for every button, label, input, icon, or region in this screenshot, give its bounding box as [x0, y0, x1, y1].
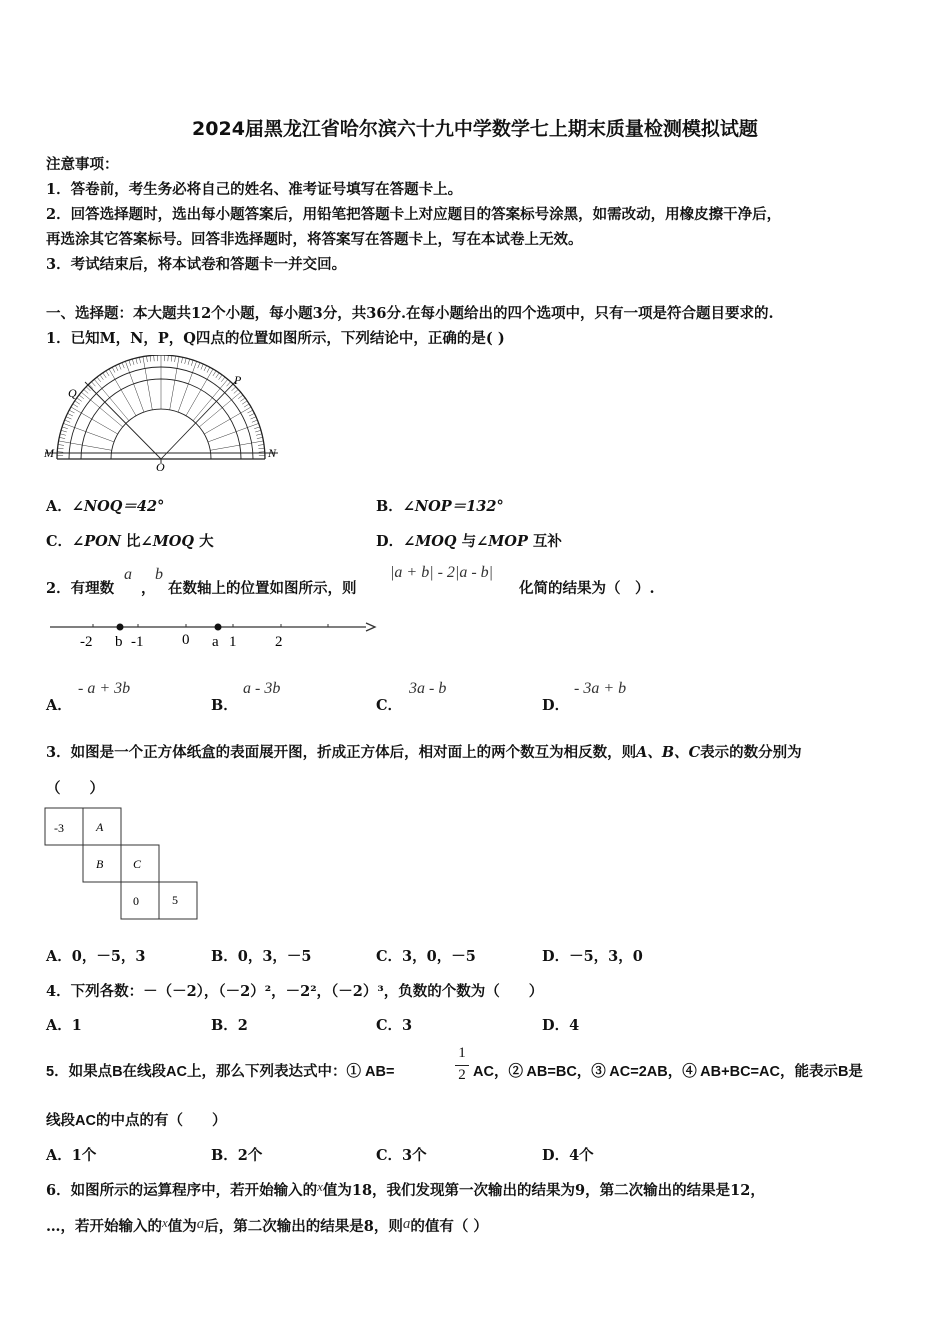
q5-option-c[interactable]: C．3个 — [376, 1147, 427, 1164]
protractor-tick — [106, 371, 109, 376]
point-label-q: Q — [68, 386, 77, 400]
protractor-tick — [188, 359, 190, 365]
q2-option-c-label[interactable]: C． — [376, 697, 403, 714]
notice-item: 2．回答选择题时，选出每小题答案后，用铅笔把答题卡上对应题目的答案标号涂黑，如需改动，用橡皮擦干净后， — [46, 206, 782, 223]
q5-fraction-numerator: 1 — [458, 1045, 466, 1061]
protractor-tick — [61, 430, 67, 432]
option-label: A． — [46, 498, 72, 515]
q4-option-d[interactable]: D．4 — [542, 1017, 580, 1034]
option-label: B． — [376, 498, 403, 515]
q5-option-b[interactable]: B．2个 — [211, 1147, 263, 1164]
section-heading: 一、选择题：本大题共12个小题，每小题3分，共36分.在每小题给出的四个选项中，只有一项是符合题目要求的. — [46, 305, 774, 322]
notice-item: 再选涂其它答案标号。回答非选择题时，将答案写在答题卡上，写在本试卷上无效。 — [46, 231, 583, 248]
q1-option-d[interactable] — [376, 530, 562, 551]
q4-option-b[interactable]: B．2 — [211, 1017, 248, 1034]
protractor-tick — [69, 410, 74, 413]
protractor-tick — [139, 357, 140, 363]
q6-text: 的值有（ ） — [410, 1218, 488, 1235]
option-text: ∠NOP＝132° — [402, 498, 504, 515]
protractor-tick — [256, 434, 262, 436]
protractor-tick — [221, 377, 225, 382]
protractor-tick — [77, 398, 82, 402]
protractor-tick — [198, 363, 200, 369]
protractor-spoke — [208, 432, 236, 442]
protractor-tick — [252, 420, 258, 422]
protractor-tick — [84, 389, 89, 393]
protractor-spoke — [82, 445, 112, 450]
protractor-tick — [119, 364, 121, 370]
protractor-tick — [240, 398, 245, 402]
q3-option-a[interactable]: A．0，－5，3 — [46, 948, 146, 965]
tick-label: 0 — [182, 632, 190, 648]
option-label: C． — [46, 533, 73, 550]
q3-stem-text: 表示的数分别为 — [700, 744, 802, 761]
q5-fraction-bar — [455, 1065, 469, 1066]
tick-label: a — [212, 634, 219, 650]
protractor-tick — [251, 417, 257, 419]
q6-stem-line2 — [46, 1215, 488, 1236]
notice-item: 1．答卷前，考生务必将自己的姓名、准考证号填写在答题卡上。 — [46, 181, 463, 198]
protractor-tick — [65, 420, 71, 422]
cube-face-label: 5 — [172, 893, 178, 907]
cube-face-label: B — [96, 857, 104, 871]
option-text: 比 — [120, 533, 141, 550]
q3-option-b[interactable]: B．0，3，－5 — [211, 948, 312, 965]
protractor-tick — [97, 377, 101, 382]
protractor-tick — [207, 367, 210, 372]
protractor-tick — [248, 410, 253, 413]
q2-option-b-expr: a - 3b — [243, 680, 281, 697]
protractor-tick — [100, 375, 104, 380]
q3-paren: （ ） — [46, 780, 104, 797]
protractor-tick — [79, 395, 84, 399]
q1-option-b[interactable] — [376, 495, 504, 516]
q6-text: 值为 — [167, 1218, 197, 1235]
protractor-tick — [259, 452, 265, 453]
protractor-tick — [66, 417, 72, 419]
q5-fraction-denominator: 2 — [458, 1067, 466, 1083]
protractor-figure — [40, 355, 290, 475]
protractor-tick — [227, 382, 231, 387]
number-line-figure — [48, 615, 380, 655]
protractor-spoke — [186, 390, 201, 416]
protractor-spoke — [92, 419, 118, 434]
protractor-tick — [73, 404, 78, 407]
q2-option-d-expr: - 3a + b — [574, 680, 627, 697]
q2-stem-part3: 化简的结果为（ ）. — [519, 580, 655, 597]
protractor-tick — [234, 389, 239, 393]
option-text: 互补 — [527, 533, 562, 550]
q2-expression: |a + b| - 2|a - b| — [390, 564, 494, 581]
protractor-tick — [185, 358, 187, 364]
protractor-tick — [112, 367, 115, 372]
protractor-tick — [103, 373, 106, 378]
q5-stem-part1: 5．如果点B在线段AC上，那么下列表达式中：① AB= — [46, 1064, 395, 1080]
q3-vars: A、B、C — [636, 744, 701, 761]
protractor-tick — [75, 401, 80, 404]
q2-option-d-label[interactable]: D． — [542, 697, 570, 714]
q4-option-c[interactable]: C．3 — [376, 1017, 413, 1034]
protractor-tick — [122, 363, 124, 369]
tick-label: 1 — [229, 634, 237, 650]
q2-var-b: b — [155, 566, 163, 583]
option-label: D． — [376, 533, 404, 550]
protractor-tick — [258, 445, 264, 446]
q4-stem: 4．下列各数：－（－2），（－2）²，－2²，（－2）³，负数的个数为（ ） — [46, 983, 544, 1000]
protractor-tick — [171, 356, 172, 362]
protractor-tick — [181, 357, 182, 363]
q3-option-d[interactable]: D．－5，3，0 — [542, 948, 643, 965]
protractor-spoke — [210, 445, 240, 450]
protractor-tick — [257, 437, 263, 438]
point-label-n: N — [268, 446, 277, 460]
protractor-spoke — [199, 408, 222, 427]
q6-stem-line1 — [46, 1179, 765, 1200]
q6-var-x: x — [317, 1179, 323, 1194]
q3-stem-text: 3．如图是一个正方体纸盒的表面展开图，折成正方体后，相对面上的两个数互为相反数，则 — [46, 744, 637, 761]
point-label-m: M — [44, 446, 54, 460]
cube-face-label: -3 — [54, 821, 64, 835]
page-title: 2024届黑龙江省哈尔滨六十九中学数学七上期末质量检测模拟试题 — [192, 118, 758, 140]
protractor-spoke — [170, 380, 175, 410]
protractor-spoke — [204, 419, 230, 434]
q5-stem-part2: AC，② AB=BC，③ AC=2AB，④ AB+BC=AC，能表示B是 — [473, 1064, 863, 1080]
protractor-tick — [244, 404, 249, 407]
q6-text: …，若开始输入的 — [46, 1218, 162, 1235]
protractor-tick — [59, 437, 65, 438]
cube-face-label: C — [133, 857, 142, 871]
q2-stem-part2: 在数轴上的位置如图所示，则 — [168, 580, 357, 597]
q3-stem — [46, 741, 802, 762]
protractor-tick — [204, 366, 207, 371]
q1-stem: 1．已知M，N，P，Q四点的位置如图所示，下列结论中，正确的是( ) — [46, 330, 505, 347]
protractor-spoke — [134, 384, 144, 412]
protractor-tick — [168, 355, 169, 361]
point-label-p: P — [234, 373, 242, 387]
point-label-o: O — [156, 460, 165, 474]
q6-text: 6．如图所示的运算程序中，若开始输入的 — [46, 1182, 318, 1199]
q3-option-c[interactable]: C．3，0，－5 — [376, 948, 476, 965]
q2-var-a: a — [124, 566, 132, 583]
option-text: ∠MOP — [476, 533, 528, 550]
protractor-tick — [232, 387, 236, 391]
protractor-spoke — [86, 432, 114, 442]
q6-var-a: a — [196, 1216, 205, 1232]
option-text: 与 — [456, 533, 477, 550]
protractor-spoke — [178, 384, 188, 412]
tick-label: -1 — [131, 634, 144, 650]
protractor-tick — [254, 427, 260, 429]
q2-stem-part1: 2．有理数 — [46, 580, 115, 597]
q6-text: 后，第二次输出的结果是8，则 — [204, 1218, 403, 1235]
protractor-tick — [132, 359, 134, 365]
protractor-tick — [213, 371, 216, 376]
protractor-tick — [115, 366, 118, 371]
q2-option-c-expr: 3a - b — [409, 680, 447, 697]
protractor-tick — [201, 364, 203, 370]
protractor-tick — [191, 360, 193, 366]
cube-face-label: 0 — [133, 894, 139, 908]
protractor-tick — [216, 373, 219, 378]
q6-var-x: x — [162, 1215, 168, 1230]
q5-option-d[interactable]: D．4个 — [542, 1147, 594, 1164]
protractor-tick — [175, 356, 176, 362]
q5-option-a[interactable]: A．1个 — [46, 1147, 97, 1164]
protractor-tick — [147, 356, 148, 362]
protractor-tick — [58, 445, 64, 446]
protractor-tick — [57, 452, 63, 453]
protractor-tick — [219, 375, 223, 380]
notice-item: 3．考试结束后，将本试卷和答题卡一并交回。 — [46, 256, 347, 273]
protractor-tick — [259, 448, 265, 449]
protractor-tick — [154, 355, 155, 361]
option-text: ∠PON — [72, 533, 121, 550]
q2-option-a-label[interactable]: A． — [46, 697, 72, 714]
option-text: 大 — [194, 533, 214, 550]
q6-text: 值为18，我们发现第一次输出的结果为9，第二次输出的结果是12， — [322, 1182, 765, 1199]
tick-label: 2 — [275, 634, 283, 650]
protractor-tick — [255, 430, 261, 432]
protractor-tick — [129, 360, 131, 366]
q2-comma: ， — [141, 580, 156, 597]
option-text: ∠MOQ — [403, 533, 457, 550]
q2-option-a-expr: - a + 3b — [78, 680, 131, 697]
tick-label: -2 — [80, 634, 93, 650]
protractor-tick — [136, 358, 138, 364]
tick-label: b — [115, 634, 123, 650]
q1-option-a[interactable] — [46, 495, 164, 516]
protractor-tick — [238, 395, 243, 399]
q5-stem-line2: 线段AC的中点的有（ ） — [46, 1113, 227, 1129]
q4-option-a[interactable]: A．1 — [46, 1017, 82, 1034]
option-text: ∠MOQ — [140, 533, 195, 550]
protractor-tick — [60, 434, 66, 436]
protractor-spoke — [147, 380, 152, 410]
q6-var-a: a — [402, 1216, 411, 1232]
protractor-tick — [150, 356, 151, 362]
notice-heading: 注意事项： — [46, 156, 119, 173]
protractor-tick — [242, 401, 247, 404]
protractor-tick — [62, 427, 68, 429]
protractor-tick — [68, 413, 73, 416]
q2-option-b-label[interactable]: B． — [211, 697, 238, 714]
protractor-tick — [58, 448, 64, 449]
q1-option-c[interactable] — [46, 530, 214, 551]
protractor-spoke — [121, 390, 136, 416]
cube-net-figure — [44, 807, 204, 925]
protractor-tick — [91, 382, 95, 387]
option-text: ∠NOQ＝42° — [71, 498, 165, 515]
cube-face-label: A — [96, 820, 104, 834]
protractor-tick — [249, 413, 254, 416]
